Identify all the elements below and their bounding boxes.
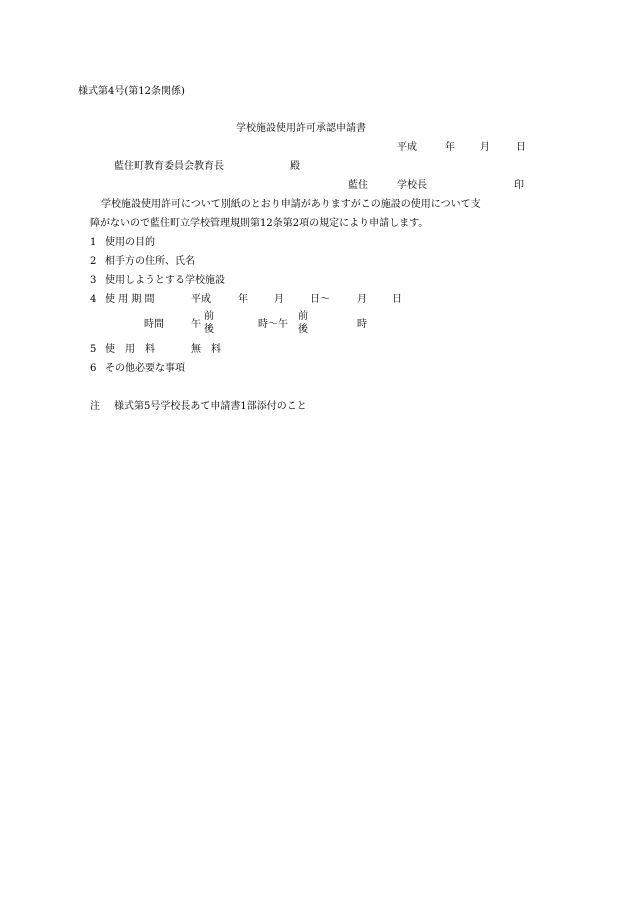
date-day-label: 日 — [516, 142, 526, 153]
document-title: 学校施設使用許可承認申請書 — [236, 123, 366, 134]
item-number: 6 — [90, 363, 97, 374]
item-number: 4 — [90, 294, 97, 305]
item-label: その他必要な事項 — [105, 363, 185, 374]
item-number: 1 — [90, 237, 97, 248]
am-option: 前 — [298, 311, 308, 322]
addressee-honorific: 殿 — [290, 161, 300, 172]
fee-value: 無 料 — [191, 344, 221, 355]
date-era: 平成 — [397, 142, 417, 153]
time-label: 時間 — [144, 319, 164, 330]
time-ji: 時 — [357, 319, 367, 330]
body-line-1: 学校施設使用許可について別紙のとおり申請がありますがこの施設の使用について支 — [101, 199, 481, 210]
am-pm-choice-start — [204, 310, 214, 336]
item-label: 使 用 料 — [105, 344, 155, 355]
pm-option: 後 — [298, 324, 308, 335]
item-label: 使用の目的 — [105, 237, 155, 248]
date-month-label: 月 — [480, 142, 490, 153]
addressee-name: 藍住町教育委員会教育長 — [114, 161, 224, 172]
date-year-label: 年 — [445, 142, 455, 153]
period-day2-label: 日 — [392, 294, 402, 305]
am-option: 前 — [204, 311, 214, 322]
body-line-2: 障がないので藍住町立学校管理規則第12条第2項の規定により申請します。 — [90, 218, 429, 229]
time-go-1: 午 — [191, 319, 201, 330]
period-year-label: 年 — [238, 294, 248, 305]
note-text: 様式第5号学校長あて申請書1部添付のこと — [114, 401, 307, 412]
item-number: 5 — [90, 344, 97, 355]
time-ji-to-go: 時～午 — [258, 319, 288, 330]
item-label: 使 用 期 間 — [105, 294, 155, 305]
pm-option: 後 — [204, 324, 214, 335]
period-month-label: 月 — [274, 294, 284, 305]
period-era: 平成 — [191, 294, 211, 305]
form-number: 様式第4号(第12条関係) — [78, 86, 185, 97]
item-label: 使用しようとする学校施設 — [105, 275, 225, 286]
period-month2-label: 月 — [357, 294, 367, 305]
applicant-town: 藍住 — [348, 180, 368, 191]
period-day-to-label: 日～ — [310, 294, 330, 305]
item-number: 3 — [90, 275, 97, 286]
item-number: 2 — [90, 256, 97, 267]
note-label: 注 — [90, 401, 100, 412]
applicant-title: 学校長 — [397, 180, 427, 191]
item-label: 相手方の住所、氏名 — [105, 256, 195, 267]
seal-mark: 印 — [514, 180, 524, 191]
am-pm-choice-end — [298, 310, 308, 336]
